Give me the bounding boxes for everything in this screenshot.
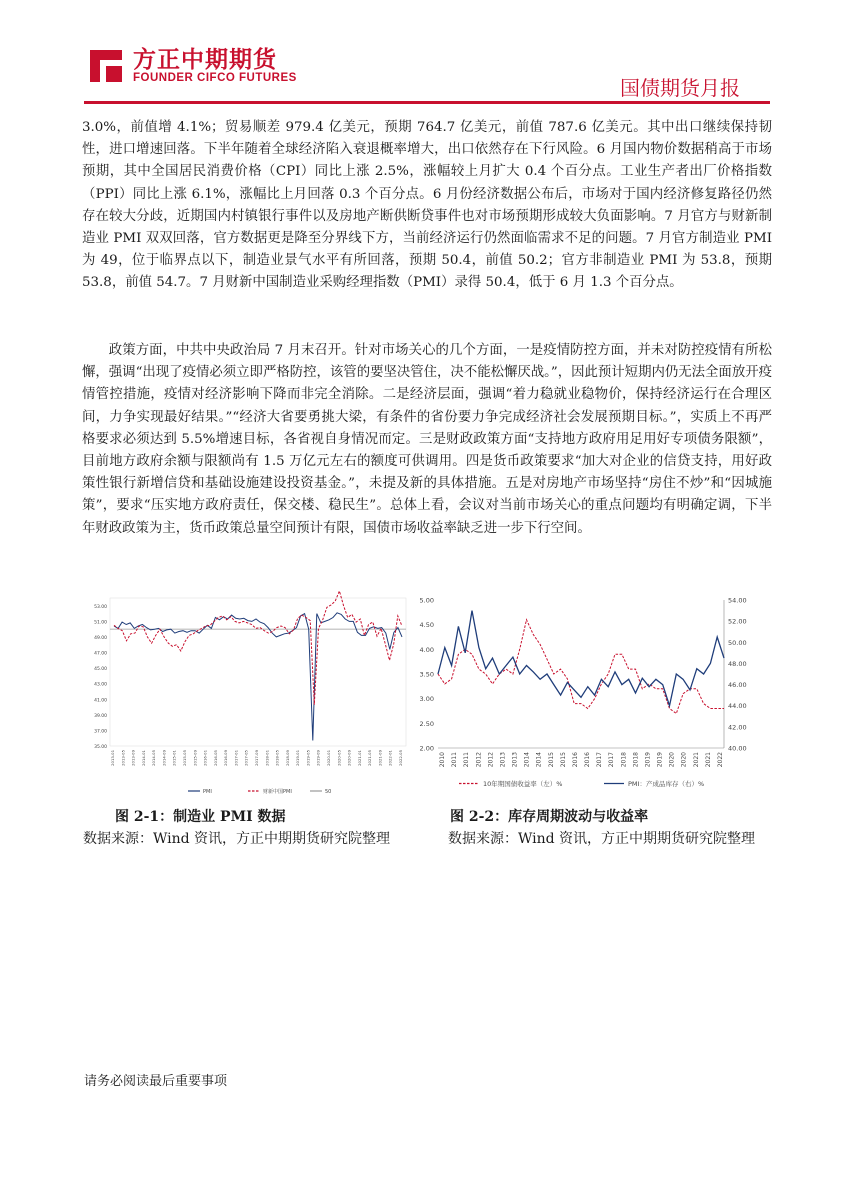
legend-label: 50 [325,789,332,795]
x-tick-label: 2015-05 [182,750,187,766]
x-tick-label: 2017 [596,752,604,768]
x-tick-label: 2020 [680,752,688,768]
right-y-tick-label: 48.00 [728,659,747,668]
figure-source-pmi: 数据来源：Wind 资讯，方正中期期货研究院整理 [83,831,391,847]
left-y-tick-label: 5.00 [419,596,434,605]
body-paragraph-policy: 政策方面，中共中央政治局 7 月末召开。针对市场关心的几个方面，一是疫情防控方面，并未对防控疫情有所松懈，强调“出现了疫情必须立即严格防控，该管的要坚决管住，决不能松懈厌战。”，因此预计短期内仍无法全面放开疫情管控措施，疫情对经济影响下降而非完全消除。二是经济层面，强调“着力稳就业稳物价，保持经济运行在合理区间，力争实现最好结果。”“经济大省要勇挑大梁，有条件的省份要力争完成经济社会发展预期目标。”，实质上不再严格要求必须达到 5.5%增速目标，各省视自身情况而定。三是财政政策方面“支持地方政府用足用好专项债务限额”，目前地方政府余额与限额尚有 1.5 万亿元左右的额度可供调用。四是货币政策要求“加大对企业的信贷支持，用好政策性银行新增信贷和基础设施建设投资基金。”，未提及新的具体措施。五是对房地产市场坚持“房住不炒”和“因城施策”，要求“压实地方政府责任，保交楼、稳民生”。总体上看，会议对当前市场关心的重点问题均有明确定调，下半年财政政策为主，货币政策总量空间预计有限，国债市场收益率缺乏进一步下行空间。 [82,343,772,536]
left-y-tick-label: 3.00 [419,695,434,704]
x-tick-label: 2016 [584,752,592,768]
x-tick-label: 2021 [704,752,712,768]
x-tick-label: 2021-05 [367,750,373,766]
x-tick-label: 2019 [656,752,664,768]
y-tick-label: 49.00 [94,635,107,641]
x-tick-label: 2021-01 [356,750,362,766]
x-tick-label: 2017-05 [243,750,249,766]
y-tick-label: 51.00 [94,620,107,626]
series-line-1 [114,591,402,705]
x-tick-label: 2022-01 [387,750,393,766]
left-y-tick-label: 3.50 [419,670,434,679]
y-tick-label: 53.00 [94,604,107,610]
manufacturing-pmi-chart [88,588,413,803]
right-y-tick-label: 44.00 [728,702,747,711]
y-tick-label: 41.00 [94,698,107,704]
body-paragraph-economy: 3.0%，前值增 4.1%；贸易顺差 979.4 亿美元，预期 764.7 亿美元，前值 787.6 亿美元。其中出口继续保持韧性，进口增速回落。下半年随着全球经济陷入衰退概率增大，出口依然存在下行风险。6 月国内物价数据稍高于市场预期，其中全国居民消费价格（CPI）同比上涨 2.5%，涨幅较上月扩大 0.4 个百分点。工业生产者出厂价格指数（PPI）同比上涨 6.1%，涨幅比上月回落 0.3 个百分点。6 月份经济数据公布后，市场对于国内经济修复路径仍然存在较大分歧，近期国内村镇银行事件以及房地产断供断贷事件也对市场预期形成较大负面影响。7 月官方与财新制造业 PMI 双双回落，官方数据更是降至分界线下方，当前经济运行仍然面临需求不足的问题。7 月官方制造业 PMI 为 49，位于临界点以下，制造业景气水平有所回落，预期 50.4，前值 50.2；官方非制造业 PMI 为 53.8，预期 53.8，前值 54.7。7 月财新中国制造业采购经理指数（PMI）录得 50.4，低于 6 月 1.3 个百分点。 [82,120,772,291]
y-tick-label: 35.00 [94,745,107,750]
x-tick-label: 2014 [535,752,543,768]
left-y-tick-label: 2.00 [419,744,434,753]
x-tick-label: 2022 [717,752,724,768]
left-y-tick-label: 4.50 [419,621,434,630]
x-tick-label: 2018-01 [264,750,270,766]
x-tick-label: 2013 [499,752,507,768]
x-tick-label: 2011 [451,752,459,768]
x-tick-label: 2016-09 [223,750,229,766]
y-tick-label: 37.00 [94,729,107,735]
legend-label: 财新中国PMI [263,789,292,795]
x-tick-label: 2017 [608,752,616,768]
x-tick-label: 2018 [632,752,640,768]
y-tick-label: 45.00 [94,667,107,673]
series-line-0 [114,613,402,741]
x-tick-label: 2010 [439,752,446,768]
left-y-tick-label: 2.50 [419,719,434,728]
legend-label: PMI [203,789,212,795]
x-tick-label: 2019-05 [305,750,311,766]
x-tick-label: 2017-09 [254,750,259,766]
x-tick-label: 2014 [523,752,531,768]
header-divider [84,101,770,104]
x-tick-label: 2013-01 [110,750,115,766]
x-tick-label: 2015 [547,752,555,768]
x-tick-label: 2020-01 [326,750,331,766]
right-y-tick-label: 54.00 [728,596,747,605]
series-line-0 [438,620,724,714]
inventory-cycle-yield-chart [414,588,769,793]
y-tick-label: 47.00 [94,651,107,657]
x-tick-label: 2013 [511,752,519,768]
x-tick-label: 2020-05 [336,750,342,766]
left-y-tick-label: 4.00 [419,645,434,654]
x-tick-label: 2014-01 [140,750,146,766]
right-y-tick-label: 52.00 [728,617,747,626]
x-tick-label: 2022-05 [398,750,403,766]
x-tick-label: 2015-09 [192,750,198,766]
legend-label: PMI：产成品库存（右）% [628,780,705,788]
x-tick-label: 2012 [475,752,483,768]
figure-source-inventory: 数据来源：Wind 资讯，方正中期期货研究院整理 [448,831,756,847]
x-tick-label: 2013-05 [120,750,126,766]
x-tick-label: 2016-01 [202,750,208,766]
y-tick-label: 39.00 [94,713,107,719]
brand-name-english: FOUNDER CIFCO FUTURES [133,72,297,84]
x-tick-label: 2021 [692,752,700,768]
x-tick-label: 2015-01 [171,750,177,766]
x-tick-label: 2017-01 [233,750,239,766]
y-tick-label: 43.00 [94,682,107,688]
x-tick-label: 2014-09 [161,750,167,766]
x-tick-label: 2020-09 [346,750,352,766]
x-tick-label: 2018-09 [284,750,290,766]
report-title: 国债期货月报 [620,76,740,100]
x-tick-label: 2019-09 [315,750,321,766]
x-tick-label: 2021-09 [377,750,383,766]
brand-name-chinese: 方正中期期货 [133,47,277,73]
x-tick-label: 2012 [487,752,495,768]
x-tick-label: 2019-01 [295,750,301,766]
right-y-tick-label: 46.00 [728,681,747,690]
x-tick-label: 2019 [644,752,652,768]
right-y-tick-label: 50.00 [728,638,747,647]
x-tick-label: 2018 [620,752,628,768]
x-tick-label: 2011 [463,752,471,768]
series-line-1 [438,611,724,706]
x-tick-label: 2020 [668,752,676,768]
x-tick-label: 2018-05 [274,750,280,766]
x-tick-label: 2016 [571,752,579,768]
x-tick-label: 2013-09 [130,750,136,766]
x-tick-label: 2016-05 [212,750,218,766]
figure-caption-pmi: 图 2-1：制造业 PMI 数据 [115,809,286,825]
x-tick-label: 2014-05 [151,750,157,766]
figure-caption-inventory: 图 2-2：库存周期波动与收益率 [450,809,649,825]
right-y-tick-label: 40.00 [728,744,747,753]
x-tick-label: 2015 [559,752,567,768]
right-y-tick-label: 42.00 [728,723,747,732]
footer-disclaimer-note: 请务必阅读最后重要事项 [84,1074,228,1089]
founder-cifco-logo-icon [86,46,126,86]
legend-label: 10年期国债收益率（左）% [483,780,563,788]
